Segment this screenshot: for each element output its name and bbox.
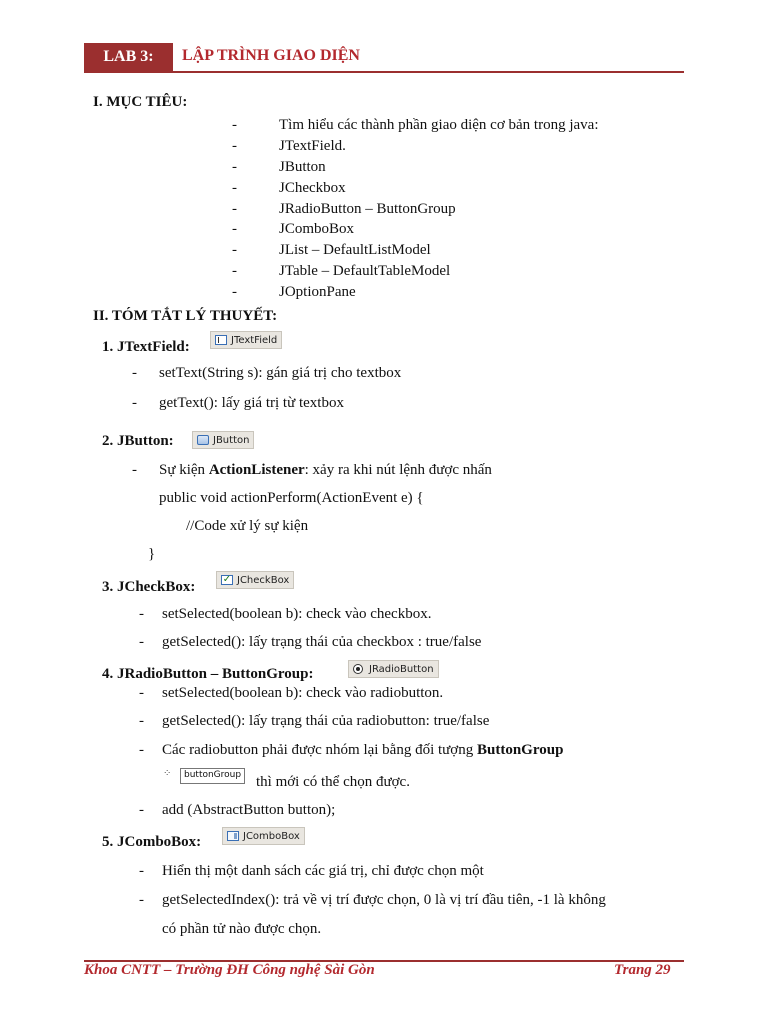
code-line: //Code xử lý sự kiện (186, 518, 309, 534)
list-item: add (AbstractButton button); (162, 802, 336, 818)
subsection-title-jtextfield: 1. JTextField: (102, 339, 190, 355)
jbutton-palette-chip (192, 431, 254, 449)
list-bullet: - (132, 365, 137, 381)
button-group-chip: buttonGroup (180, 768, 245, 784)
list-item: Tìm hiểu các thành phần giao diện cơ bản trong java: (279, 117, 599, 133)
list-item: JTextField. (279, 138, 346, 154)
checkbox-icon: ✓ (222, 574, 232, 585)
list-item: JList – DefaultListModel (279, 242, 431, 258)
subsection-title-jcombobox: 5. JComboBox: (102, 834, 202, 850)
jtextfield-palette-chip (210, 331, 282, 349)
event-description (159, 461, 492, 479)
list-bullet: - (132, 462, 137, 478)
list-bullet: - (232, 117, 237, 133)
list-item: JButton (279, 159, 326, 175)
list-item: JComboBox (279, 221, 355, 237)
chip-label: JRadioButton (369, 664, 434, 675)
list-bullet: - (132, 395, 137, 411)
list-item: getSelected(): lấy trạng thái của checkbox : true/false (162, 634, 482, 650)
combobox-icon (227, 831, 239, 841)
list-bullet: - (139, 863, 144, 879)
list-item: setSelected(boolean b): check vào checkbox. (162, 606, 432, 622)
list-item: setSelected(boolean b): check vào radiobutton. (162, 685, 444, 701)
code-line: } (148, 546, 156, 562)
lab-title: LẬP TRÌNH GIAO DIỆN (182, 47, 360, 64)
lab-badge: LAB 3: (84, 43, 173, 71)
list-item: getText(): lấy giá trị từ textbox (159, 395, 344, 411)
list-item: setText(String s): gán giá trị cho textbox (159, 365, 402, 381)
chip-label: JCheckBox (237, 575, 290, 586)
jcombobox-palette-chip (222, 827, 305, 845)
list-bullet: - (232, 263, 237, 279)
list-bullet: - (139, 892, 144, 908)
event-prefix: Sự kiện (159, 462, 209, 478)
header-divider (84, 71, 684, 73)
page-header (84, 43, 684, 73)
button-icon (197, 435, 209, 445)
list-bullet: - (232, 221, 237, 237)
list-bullet: - (232, 201, 237, 217)
jcheckbox-palette-chip (216, 571, 294, 589)
list-bullet: - (139, 634, 144, 650)
list-item: JCheckbox (279, 180, 346, 196)
textfield-icon (215, 335, 227, 345)
radio-icon (353, 664, 363, 674)
page-number: Trang 29 (614, 962, 671, 978)
group-name: ButtonGroup (477, 742, 564, 758)
list-bullet: - (139, 802, 144, 818)
list-item: JOptionPane (279, 284, 356, 300)
section-heading-theory: II. TÓM TẮT LÝ THUYẾT: (93, 308, 278, 324)
list-bullet: - (139, 742, 144, 758)
list-item: getSelectedIndex(): trả về vị trí được chọn, 0 là vị trí đầu tiên, -1 là không (162, 892, 606, 908)
jradiobutton-palette-chip (348, 660, 439, 678)
list-item-continuation: có phần tử nào được chọn. (162, 921, 322, 937)
footer-department: Khoa CNTT – Trường ĐH Công nghệ Sài Gòn (84, 962, 375, 978)
chip-label: JButton (213, 435, 250, 446)
subsection-title-jcheckbox: 3. JCheckBox: (102, 579, 196, 595)
chip-label: JTextField (231, 335, 278, 346)
list-bullet: - (232, 284, 237, 300)
subsection-title-jradiobutton: 4. JRadioButton – ButtonGroup: (102, 666, 314, 682)
list-item: JRadioButton – ButtonGroup (279, 201, 456, 217)
list-bullet: - (232, 242, 237, 258)
group-suffix: thì mới có thể chọn được. (256, 774, 410, 790)
section-heading-objectives: I. MỤC TIÊU: (93, 94, 188, 110)
list-bullet: - (232, 159, 237, 175)
list-item: getSelected(): lấy trạng thái của radiobutton: true/false (162, 713, 490, 729)
button-group-icon: ⁘ (163, 768, 172, 779)
list-item: Hiển thị một danh sách các giá trị, chỉ được chọn một (162, 863, 484, 879)
event-name: ActionListener (208, 462, 305, 478)
event-suffix: : xảy ra khi nút lệnh được nhấn (304, 462, 492, 478)
list-item: JTable – DefaultTableModel (279, 263, 451, 279)
group-prefix: Các radiobutton phải được nhóm lại bằng đối tượng (162, 742, 477, 758)
code-line: public void actionPerform(ActionEvent e) { (159, 490, 424, 506)
chip-label: JComboBox (243, 831, 300, 842)
list-bullet: - (139, 713, 144, 729)
group-description (162, 741, 563, 759)
list-bullet: - (232, 138, 237, 154)
subsection-title-jbutton: 2. JButton: (102, 433, 174, 449)
list-bullet: - (232, 180, 237, 196)
list-bullet: - (139, 606, 144, 622)
list-bullet: - (139, 685, 144, 701)
